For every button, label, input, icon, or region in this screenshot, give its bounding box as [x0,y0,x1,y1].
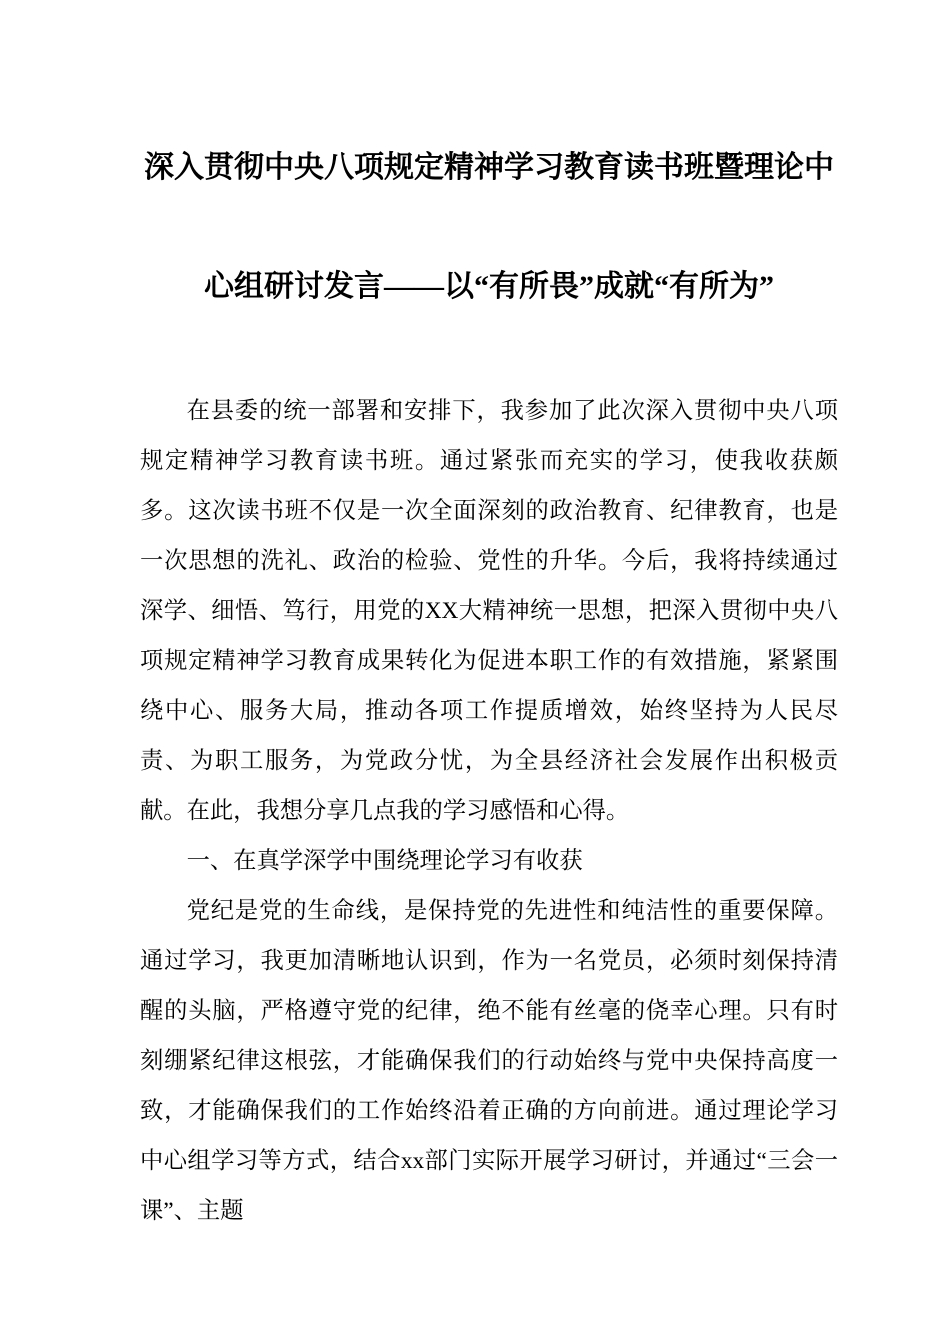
paragraph-intro: 在县委的统一部署和安排下，我参加了此次深入贯彻中央八项规定精神学习教育读书班。通过紧张而充实的学习，使我收获颇多。这次读书班不仅是一次全面深刻的政治教育、纪律教育，也是一次思想的洗礼、政治的检验、党性的升华。今后，我将持续通过深学、细悟、笃行，用党的XX大精神统一思想，把深入贯彻中央八项规定精神学习教育成果转化为促进本职工作的有效措施，紧紧围绕中心、服务大局，推动各项工作提质增效，始终坚持为人民尽责、为职工服务，为党政分忧，为全县经济社会发展作出积极贡献。在此，我想分享几点我的学习感悟和心得。 [140,398,838,824]
paragraph-section-1-body: 党纪是党的生命线，是保持党的先进性和纯洁性的重要保障。通过学习，我更加清晰地认识到，作为一名党员，必须时刻保持清醒的头脑，严格遵守党的纪律，绝不能有丝毫的侥幸心理。只有时刻绷紧纪律这根弦，才能确保我们的行动始终与党中央保持高度一致，才能确保我们的工作始终沿着正确的方向前进。通过理论学习中心组学习等方式，结合xx部门实际开展学习研讨，并通过“三会一课”、主题 [140,898,838,1224]
document-body [140,386,838,1236]
document-title-line-1: 深入贯彻中央八项规定精神学习教育读书班暨理论中 [144,151,834,184]
document-title [140,108,838,346]
section-heading-1: 一、在真学深学中围绕理论学习有收获 [186,848,583,874]
document-title-line-2: 心组研讨发言——以“有所畏”成就“有所为” [204,270,774,303]
